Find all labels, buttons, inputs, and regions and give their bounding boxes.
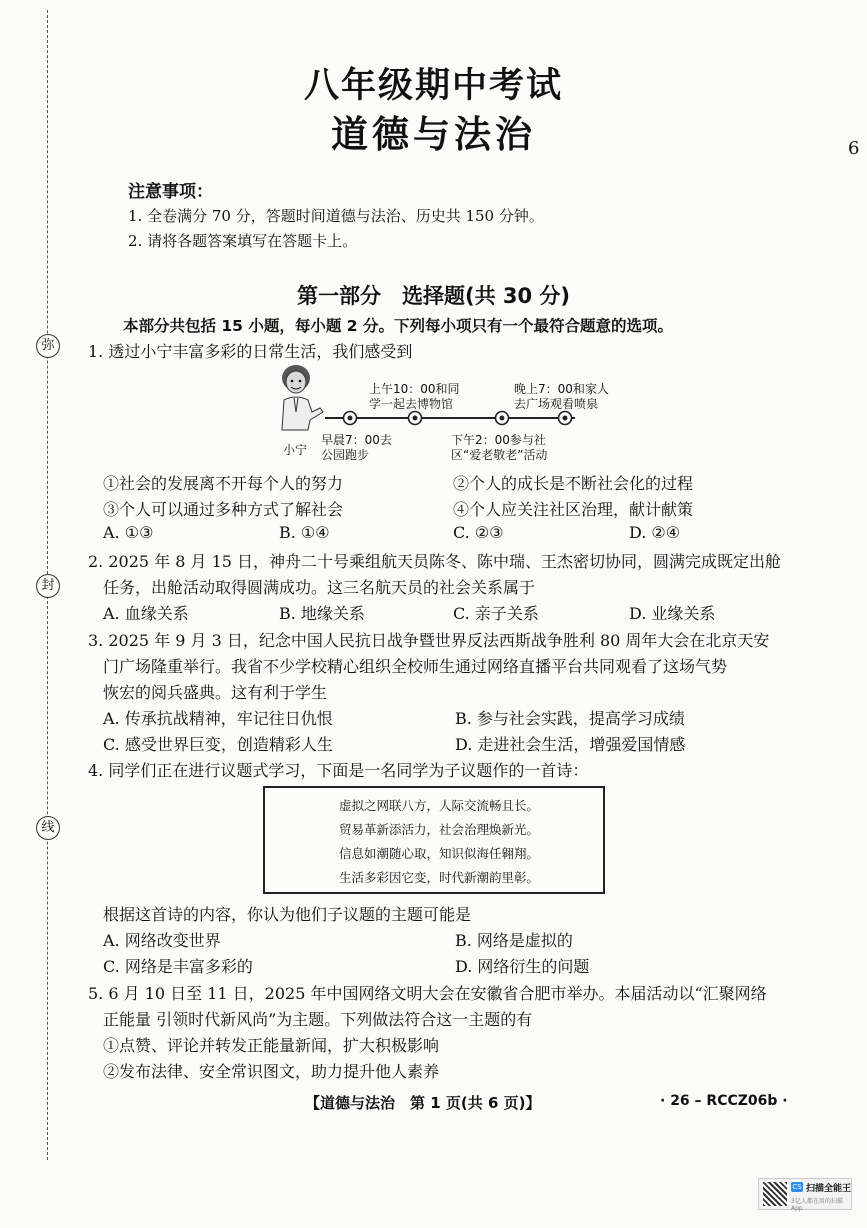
option-a: A. 血缘关系	[103, 604, 189, 623]
timeline-label: 早晨7：00去	[321, 433, 392, 447]
statement: ③个人可以通过多种方式了解社会	[103, 500, 344, 519]
scanner-logo-icon: CS	[792, 1183, 802, 1191]
option-d: D. 走进社会生活，增强爱国情感	[455, 735, 686, 754]
statement: ④个人应关注社区治理，献计献策	[453, 500, 694, 519]
question-5-stem: 5. 6 月 10 日至 11 日，2025 年中国网络文明大会在安徽省合肥市举办。本届活动以“汇聚网络	[88, 984, 767, 1003]
question-4-followup: 根据这首诗的内容，你认为他们子议题的主题可能是	[103, 905, 472, 924]
poem-line: 贸易革新添活力，社会治理焕新光。	[339, 822, 540, 837]
timeline-node	[344, 412, 357, 425]
question-3-stem: 恢宏的阅兵盛典。这有利于学生	[103, 683, 328, 702]
statement: ①点赞、评论并转发正能量新闻，扩大积极影响	[103, 1036, 440, 1055]
paper-code: · 26 – RCCZ06b ·	[660, 1093, 788, 1109]
statement: ②发布法律、安全常识图文，助力提升他人素养	[103, 1062, 440, 1081]
question-2-stem: 2. 2025 年 8 月 15 日，神舟二十号乘组航天员陈冬、陈中瑞、王杰密切协同，圆满完成既定出舱	[88, 552, 782, 571]
option-d: D. 业缘关系	[629, 604, 716, 623]
qr-code-icon	[763, 1182, 787, 1206]
question-2-stem: 任务，出舱活动取得圆满成功。这三名航天员的社会关系属于	[103, 578, 536, 597]
statement: ②个人的成长是不断社会化的过程	[453, 474, 694, 493]
note-item: 2. 请将各题答案填写在答题卡上。	[128, 232, 358, 250]
watermark-subtitle: 3亿人都在用的扫描App	[791, 1198, 843, 1212]
subject-title: 道德与法治	[331, 112, 536, 156]
scanner-watermark	[758, 1178, 852, 1210]
option-a: A. 传承抗战精神，牢记往日仇恨	[103, 709, 333, 728]
option-d: D. 网络衍生的问题	[455, 957, 590, 976]
option-b: B. 参与社会实践，提高学习成绩	[455, 709, 685, 728]
notes-heading: 注意事项：	[128, 182, 213, 202]
option-a: A. ①③	[103, 523, 154, 542]
statement: ①社会的发展离不开每个人的努力	[103, 474, 344, 493]
edge-mark: 6	[848, 138, 860, 159]
section-heading: 第一部分 选择题(共 30 分)	[296, 284, 571, 308]
seal-mark-feng: 封	[36, 574, 60, 598]
seal-mark-mi: 弥	[36, 334, 60, 358]
timeline-label: 晚上7：00和家人	[514, 382, 609, 396]
section-intro: 本部分共包括 15 小题，每小题 2 分。下列每小项只有一个最符合题意的选项。	[123, 317, 673, 335]
poem-line: 虚拟之网联八方，人际交流畅且长。	[339, 798, 540, 813]
timeline-label: 去广场观看喷泉	[514, 397, 599, 411]
page-footer: 【道德与法治 第 1 页(共 6 页)】	[305, 1094, 541, 1112]
poem-line: 信息如潮随心取，知识似海任翱翔。	[339, 846, 540, 861]
timeline-label: 上午10：00和同	[369, 382, 460, 396]
timeline-label: 区“爱老敬老”活动	[451, 448, 548, 462]
timeline-person-label: 小宁	[283, 443, 308, 457]
student-illustration	[282, 365, 323, 430]
timeline-label: 下午2：00参与社	[451, 433, 546, 447]
question-3-stem: 3. 2025 年 9 月 3 日，纪念中国人民抗日战争暨世界反法西斯战争胜利 80 周年大会在北京天安	[88, 631, 770, 650]
option-d: D. ②④	[629, 523, 681, 542]
question-1-stem: 1. 透过小宁丰富多彩的日常生活，我们感受到	[88, 342, 413, 361]
watermark-title: 扫描全能王	[806, 1184, 852, 1194]
poem-line: 生活多彩因它变，时代新潮韵里彰。	[339, 870, 540, 885]
timeline-node	[409, 412, 422, 425]
note-item: 1. 全卷满分 70 分，答题时间道德与法治、历史共 150 分钟。	[128, 207, 544, 225]
timeline-node	[559, 412, 572, 425]
option-c: C. ②③	[453, 523, 504, 542]
option-b: B. 网络是虚拟的	[455, 931, 573, 950]
option-a: A. 网络改变世界	[103, 931, 221, 950]
timeline-node	[496, 412, 509, 425]
option-c: C. 网络是丰富多彩的	[103, 957, 253, 976]
option-c: C. 亲子关系	[453, 604, 539, 623]
option-c: C. 感受世界巨变，创造精彩人生	[103, 735, 333, 754]
seal-mark-xian: 线	[36, 816, 60, 840]
option-b: B. 地缘关系	[279, 604, 365, 623]
timeline-label: 公园跑步	[321, 448, 370, 462]
exam-title: 八年级期中考试	[303, 65, 563, 106]
question-5-stem: 正能量 引领时代新风尚”为主题。下列做法符合这一主题的有	[103, 1010, 533, 1029]
timeline-label: 学一起去博物馆	[369, 397, 454, 411]
question-3-stem: 门广场隆重举行。我省不少学校精心组织全校师生通过网络直播平台共同观看了这场气势	[103, 657, 728, 676]
question-4-stem: 4. 同学们正在进行议题式学习，下面是一名同学为子议题作的一首诗：	[88, 761, 589, 780]
option-b: B. ①④	[279, 523, 330, 542]
